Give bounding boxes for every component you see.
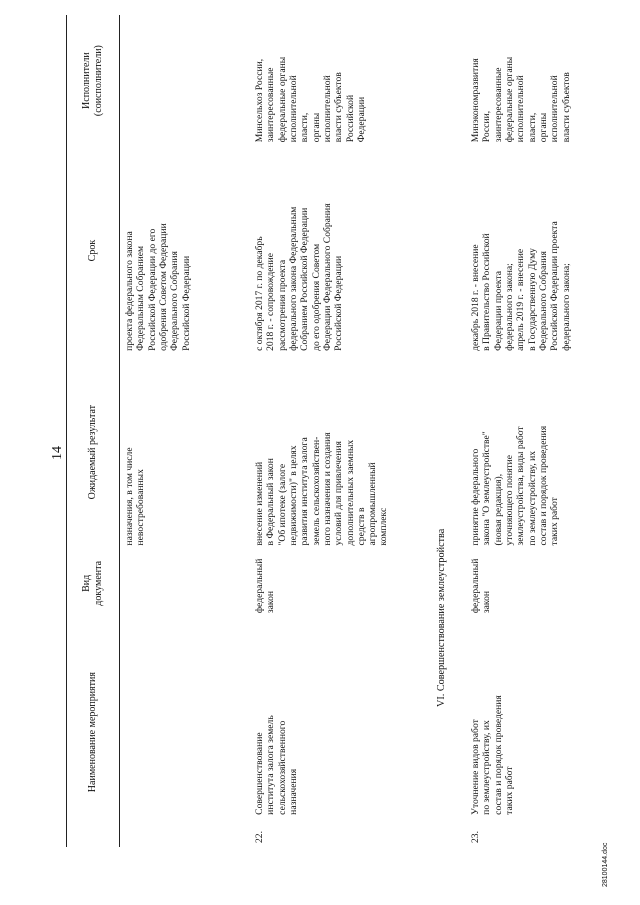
text-line: Российской Федерации — [180, 255, 192, 351]
text-line: принятие федерального — [470, 448, 481, 546]
text-line: власти, — [299, 112, 311, 143]
text-line: состав и порядок проведения — [537, 425, 549, 546]
text-line: Уточнение видов работ — [470, 719, 481, 815]
text-line: института залога земель — [265, 715, 277, 815]
executors-cell — [246, 15, 428, 146]
text-line: Собранием Российской Федерации — [299, 207, 311, 351]
text-line: федерального закона; — [503, 263, 515, 351]
cont-term-cell — [120, 146, 247, 355]
measure-name-cell — [246, 617, 428, 819]
term-cell — [462, 146, 594, 355]
text-line: власти субъектов — [333, 72, 345, 143]
text-line: закон — [265, 591, 277, 614]
text-line: Совершенствование — [254, 732, 265, 815]
text-line: заинтересованные — [265, 67, 277, 143]
text-line: ного назначения и создания — [321, 432, 333, 546]
text-line: органы — [310, 112, 322, 143]
text-line: назначения — [287, 768, 299, 815]
text-line: в Правительство Российской — [481, 233, 493, 351]
text-line: 2018 г. - сопровождение — [265, 252, 277, 351]
table-row-23 — [462, 15, 594, 847]
text-line: в Федеральный закон — [265, 458, 277, 546]
text-line: власти субъектов — [560, 72, 572, 143]
text-line: агропромышленный — [367, 462, 379, 546]
cont-name-cell — [120, 617, 247, 819]
text-line: состав и порядок проведения — [492, 695, 504, 815]
text-line: Федерации проекта — [492, 270, 504, 351]
text-line: исполнительной — [515, 75, 527, 143]
text-line: Федерации Федерального Собрания — [321, 203, 333, 351]
text-line: средств в — [355, 507, 367, 546]
row-number: 22. — [254, 831, 265, 843]
text-line: Федеральным Собранием — [135, 245, 147, 351]
text-line: федеральные органы — [503, 56, 515, 143]
text-line: Федерального Собрания — [169, 251, 181, 351]
text-line: органы — [537, 112, 549, 143]
row-number: 23. — [470, 831, 481, 843]
page-number: 14 — [50, 446, 65, 460]
text-line: закона "О землеустройстве" — [481, 431, 493, 546]
text-line: развития института залога — [299, 437, 311, 546]
expected-result-cell — [462, 355, 594, 550]
text-line: назначения, в том числе — [124, 447, 135, 546]
cont-executors-cell — [120, 15, 247, 146]
measures-table — [66, 15, 594, 847]
cont-type-cell — [120, 549, 247, 617]
text-line: исполнительной — [549, 75, 561, 143]
text-line: дополнительных заемных — [344, 439, 356, 546]
text-line: Федерального Собрания — [537, 251, 549, 351]
text-line: федеральный — [254, 558, 265, 614]
measure-name-cell — [462, 617, 594, 819]
executors-cell — [462, 15, 594, 146]
text-line: рассмотрения проекта — [276, 259, 288, 351]
document-type-cell — [462, 549, 594, 617]
section-heading: VI. Совершенствование землеустройства — [436, 528, 447, 707]
table-row-22 — [246, 15, 428, 847]
text-line: невостребованных — [135, 469, 147, 546]
cont-num-cell — [120, 819, 247, 847]
document-code: 28100144.doc — [602, 842, 609, 887]
text-line: власти, — [526, 112, 538, 143]
text-line: по землеустройству, их — [481, 720, 493, 815]
text-line: федерального закона; — [560, 263, 572, 351]
text-line: Минсельхоз России, — [254, 58, 265, 143]
term-cell — [246, 146, 428, 355]
text-line: землеустройства, виды работ — [515, 426, 527, 546]
header-name: Наименование мероприятия — [67, 617, 120, 847]
text-line: Федерации — [355, 96, 367, 143]
text-line: федеральный — [470, 558, 481, 614]
section-heading-row — [428, 15, 462, 847]
table-row-continuation — [120, 15, 247, 847]
header-result: Ожидаемый результат — [67, 355, 120, 550]
text-line: в Государственную Думу — [526, 248, 538, 351]
text-line: федерального закона Федеральным — [287, 206, 299, 351]
text-line: комплекс — [378, 507, 390, 546]
text-line: до его одобрения Советом — [310, 243, 322, 351]
header-term: Срок — [67, 146, 120, 355]
text-line: условий для привлечения — [333, 441, 345, 546]
cont-result-cell — [120, 355, 247, 550]
text-line: "Об ипотеке (залоге — [276, 463, 288, 546]
text-line: апрель 2019 г. - внесение — [515, 248, 527, 351]
text-line: внесение изменений — [254, 461, 265, 546]
text-line: по землеустройству, их — [526, 450, 538, 546]
text-line: одобрения Советом Федерации — [157, 223, 169, 351]
text-line: Российской — [344, 94, 356, 143]
text-line: сельскохозяйственного — [276, 720, 288, 815]
text-line: Российской Федерации — [333, 255, 345, 351]
header-executors: Исполнители (соисполнители) — [67, 15, 120, 146]
text-line: закон — [481, 591, 493, 614]
text-line: декабрь 2018 г. - внесение — [470, 244, 481, 351]
text-line: недвижимости)" в целях — [287, 445, 299, 546]
text-line: исполнительной — [321, 75, 333, 143]
document-type-cell — [246, 549, 428, 617]
text-line: таких работ — [549, 497, 561, 546]
text-line: федеральные органы — [276, 56, 288, 143]
text-line: Российской Федерации проекта — [549, 221, 561, 351]
text-line: проекта федерального закона — [124, 231, 135, 351]
text-line: уточняющего понятие — [503, 454, 515, 546]
text-line: Российской Федерации до его — [146, 228, 158, 351]
text-line: России, — [481, 110, 493, 143]
text-line: Минэкономразвития — [470, 58, 481, 143]
table-header-row — [67, 15, 120, 847]
text-line: (новая редакция), — [492, 473, 504, 546]
text-line: земель сельскохозяйствен- — [310, 436, 322, 546]
text-line: таких работ — [503, 766, 515, 815]
text-line: заинтересованные — [492, 67, 504, 143]
text-line: исполнительной — [287, 75, 299, 143]
text-line: с октября 2017 г. по декабрь — [254, 236, 265, 351]
expected-result-cell — [246, 355, 428, 550]
header-type: Вид документа — [67, 549, 120, 617]
